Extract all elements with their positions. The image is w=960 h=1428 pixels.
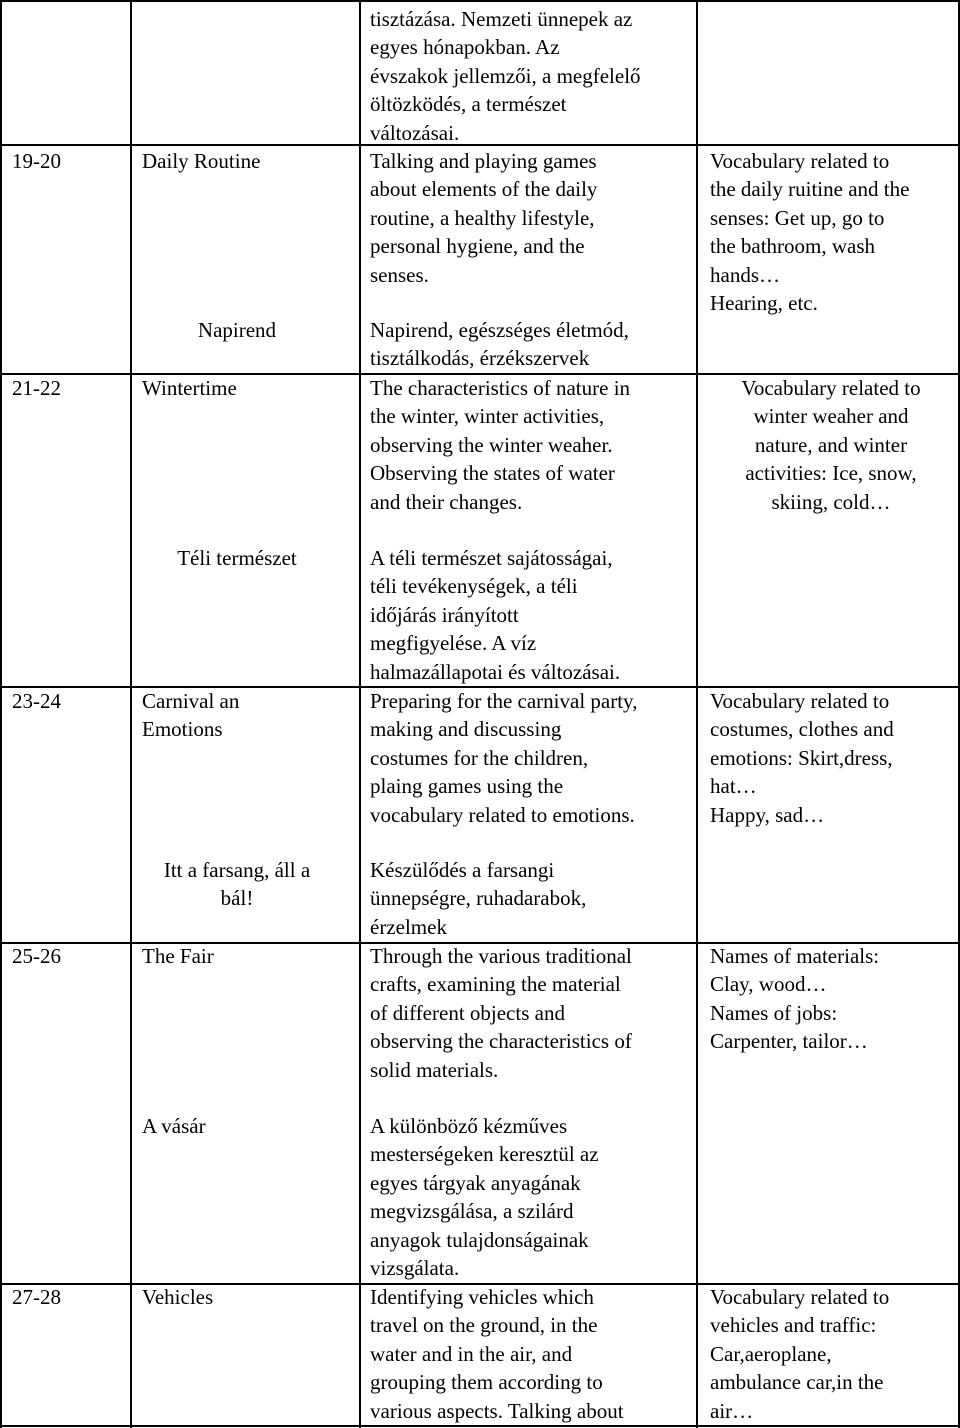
activity-en-row-4: Through the various traditional crafts, examining the material of different objects and observing the characteristics of solid materials. (370, 944, 632, 1082)
activity-hu-row-1: Napirend, egészséges életmód, tisztálkodás, érzékszervek (370, 318, 629, 371)
activity-hu-row-3: Készülődés a farsangi ünnepségre, ruhadarabok, érzelmek (370, 858, 587, 939)
topic-title-en: The Fair (142, 944, 214, 968)
vocabulary-row-1: Vocabulary related to the daily ruitine and the senses: Get up, go to the bathroom, wash hands… Hearing, etc. (710, 149, 910, 316)
table-border-right (958, 0, 960, 1428)
table-border-top (0, 0, 960, 2)
topic-title-en: Daily Routine (142, 149, 261, 173)
topic-title-hu: Itt a farsang, áll a bál! (163, 858, 311, 911)
topic-title-en: Vehicles (142, 1285, 214, 1309)
activity-hu-row-2: A téli természet sajátosságai, téli tevékenységek, a téli időjárás irányított megfigyelése. A víz halmazállapotai és változásai. (370, 546, 621, 684)
column-divider (130, 0, 132, 1428)
activity-en-row-1: Talking and playing games about elements of the daily routine, a healthy lifestyle, personal hygiene, and the senses. (370, 149, 598, 287)
activity-hu-row-0: tisztázása. Nemzeti ünnepek az egyes hónapokban. Az évszakok jellemzői, a megfelelő öltözködés, a természet változásai. (370, 7, 641, 145)
table-border-bottom (0, 1425, 960, 1427)
week-number: 27-28 (12, 1285, 61, 1309)
topic-title-hu: Téli természet (177, 546, 297, 570)
topic-title-en: Carnival an Emotions (142, 689, 240, 742)
activity-en-row-2: The characteristics of nature in the winter, winter activities, observing the winter weaher. Observing the states of water and their changes. (370, 376, 631, 514)
column-divider (696, 0, 698, 1428)
topic-title-hu: A vásár (142, 1114, 206, 1138)
column-divider (359, 0, 361, 1428)
vocabulary-row-2: Vocabulary related to winter weaher and nature, and winter activities: Ice, snow, skiing, cold… (741, 376, 921, 514)
week-number: 21-22 (12, 376, 61, 400)
topic-title-hu: Napirend (197, 318, 277, 342)
vocabulary-row-3: Vocabulary related to costumes, clothes and emotions: Skirt,dress, hat… Happy, sad… (710, 689, 894, 827)
activity-en-row-5: Identifying vehicles which travel on the ground, in the water and in the air, and grouping them according to various aspects. Talking about (370, 1285, 624, 1423)
week-number: 25-26 (12, 944, 61, 968)
topic-title-en: Wintertime (142, 376, 237, 400)
week-number: 23-24 (12, 689, 61, 713)
week-number: 19-20 (12, 149, 61, 173)
table-border-left (0, 0, 2, 1428)
vocabulary-row-4: Names of materials: Clay, wood… Names of jobs: Carpenter, tailor… (710, 944, 880, 1054)
activity-en-row-3: Preparing for the carnival party, making and discussing costumes for the children, plaing games using the vocabulary related to emotions. (370, 689, 638, 827)
vocabulary-row-5: Vocabulary related to vehicles and traffic: Car,aeroplane, ambulance car,in the air… (710, 1285, 890, 1423)
activity-hu-row-4: A különböző kézműves mesterségeken keresztül az egyes tárgyak anyagának megvizsgálása, a szilárd anyagok tulajdonságainak vizsgálata. (370, 1114, 599, 1281)
